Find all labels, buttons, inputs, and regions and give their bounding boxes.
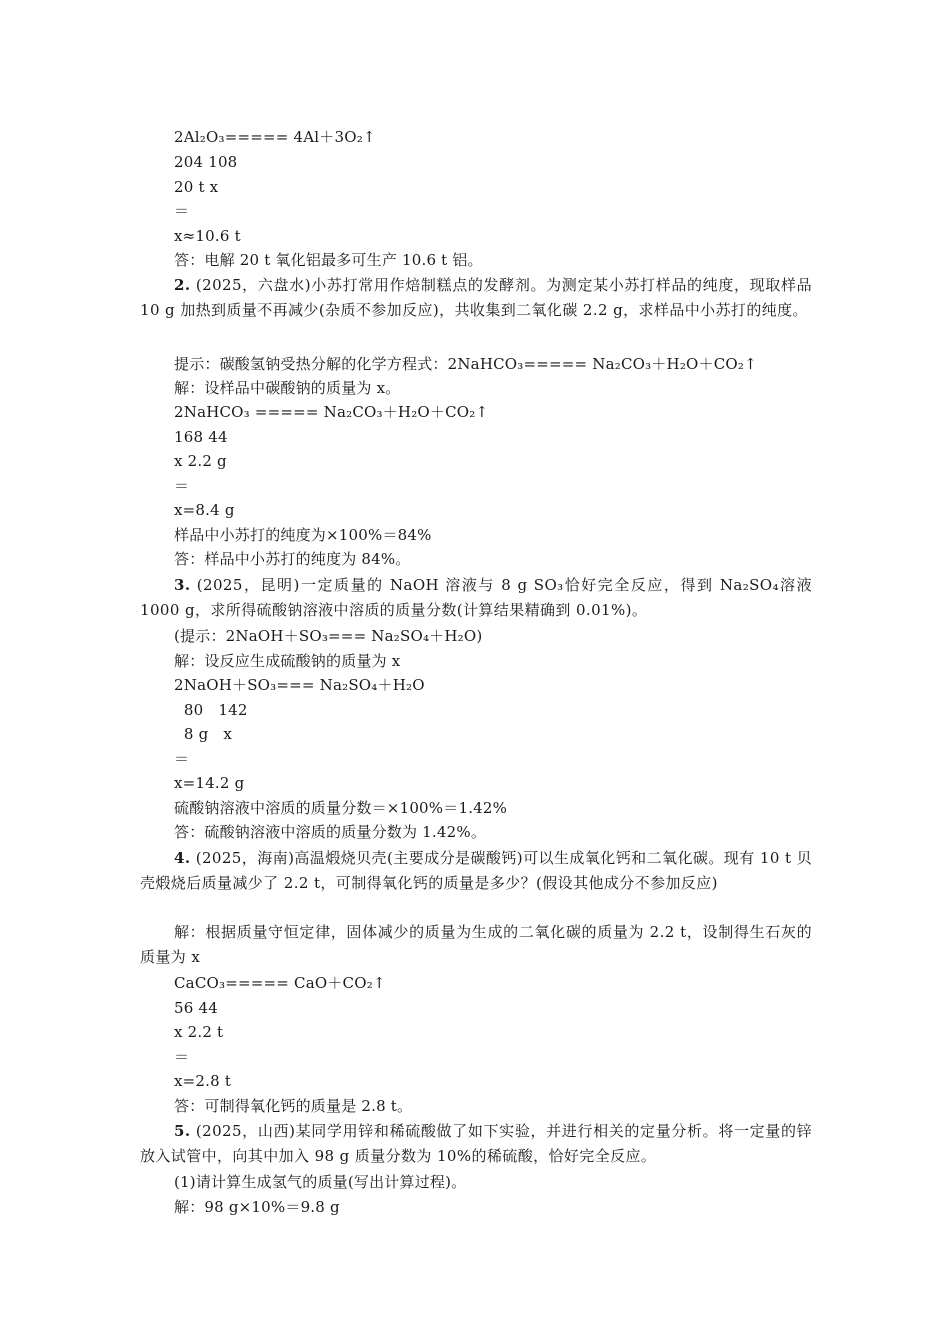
p5-question-text: (2025，山西)某同学用锌和稀硫酸做了如下实验，并进行相关的定量分析。将一定量的锌放入试管中，向其中加入 98 g 质量分数为 10%的稀硫酸，恰好完全反应。 <box>140 1122 813 1165</box>
p4-solve: 解：根据质量守恒定律，固体减少的质量为生成的二氧化碳的质量为 2.2 t，设制得生石灰的质量为 x <box>140 923 812 966</box>
p2-purity: 样品中小苏打的纯度为×100%＝84% <box>174 526 432 544</box>
p3-mass-ratio: 80 142 <box>174 701 248 719</box>
p3-given: 8 g x <box>174 725 233 743</box>
p4-given: x 2.2 t <box>174 1023 224 1041</box>
p3-answer: 答：硫酸钠溶液中溶质的质量分数为 1.42%。 <box>174 823 487 841</box>
p2-equation: 2NaHCO₃ ===== Na₂CO₃＋H₂O＋CO₂↑ <box>174 403 489 421</box>
p2-given: x 2.2 g <box>174 452 227 470</box>
p5-solve: 解：98 g×10%＝9.8 g <box>174 1198 340 1216</box>
p2-answer: 答：样品中小苏打的纯度为 84%。 <box>174 550 411 568</box>
p2-solve: 解：设样品中碳酸钠的质量为 x。 <box>174 379 401 397</box>
p1-result: x≈10.6 t <box>174 227 241 245</box>
p3-equation: 2NaOH＋SO₃=== Na₂SO₄＋H₂O <box>174 676 425 694</box>
p3-solve: 解：设反应生成硫酸钠的质量为 x <box>174 652 401 670</box>
p2-mass-ratio: 168 44 <box>174 428 228 446</box>
p2-question-text: (2025，六盘水)小苏打常用作焙制糕点的发酵剂。为测定某小苏打样品的纯度，现取样品 10 g 加热到质量不再减少(杂质不参加反应)，共收集到二氧化碳 2.2 g，求样品中小苏打的纯度。 <box>140 276 813 319</box>
p1-equals: ＝ <box>174 202 190 220</box>
p5-sub1: (1)请计算生成氢气的质量(写出计算过程)。 <box>174 1173 467 1191</box>
p3-hint: (提示：2NaOH＋SO₃=== Na₂SO₄＋H₂O) <box>174 627 483 645</box>
p4-equation: CaCO₃===== CaO＋CO₂↑ <box>174 974 386 992</box>
p1-answer: 答：电解 20 t 氧化铝最多可生产 10.6 t 铝。 <box>174 251 483 269</box>
p4-number: 4. <box>174 849 191 867</box>
p5-question <box>140 1119 812 1168</box>
p3-result: x=14.2 g <box>174 774 245 792</box>
p3-equals: ＝ <box>174 750 190 768</box>
p2-equals: ＝ <box>174 477 190 495</box>
p4-result: x=2.8 t <box>174 1072 232 1090</box>
p5-number: 5. <box>174 1122 191 1140</box>
p3-number: 3. <box>174 576 191 594</box>
p2-question <box>140 273 812 322</box>
p3-fraction: 硫酸钠溶液中溶质的质量分数＝×100%＝1.42% <box>174 799 508 817</box>
p1-given: 20 t x <box>174 178 219 196</box>
p2-number: 2. <box>174 276 191 294</box>
p3-question-text: (2025，昆明)一定质量的 NaOH 溶液与 8 g SO₃恰好完全反应，得到 Na₂SO₄溶液 1000 g，求所得硫酸钠溶液中溶质的质量分数(计算结果精确到 0.01%)。 <box>140 576 812 619</box>
p1-equation: 2Al₂O₃===== 4Al＋3O₂↑ <box>174 128 376 146</box>
p4-equals: ＝ <box>174 1048 190 1066</box>
p2-hint: 提示：碳酸氢钠受热分解的化学方程式：2NaHCO₃===== Na₂CO₃＋H₂O＋CO₂↑ <box>174 355 757 373</box>
p3-question <box>140 573 812 622</box>
p4-answer: 答：可制得氧化钙的质量是 2.8 t。 <box>174 1097 413 1115</box>
p2-result: x=8.4 g <box>174 501 235 519</box>
p4-question-text: (2025，海南)高温煅烧贝壳(主要成分是碳酸钙)可以生成氧化钙和二氧化碳。现有 10 t 贝壳煅烧后质量减少了 2.2 t，可制得氧化钙的质量是多少？(假设其他成分不参加反应) <box>140 849 812 892</box>
p1-mass-ratio: 204 108 <box>174 153 238 171</box>
p4-mass-ratio: 56 44 <box>174 999 218 1017</box>
p4-question <box>140 846 812 895</box>
